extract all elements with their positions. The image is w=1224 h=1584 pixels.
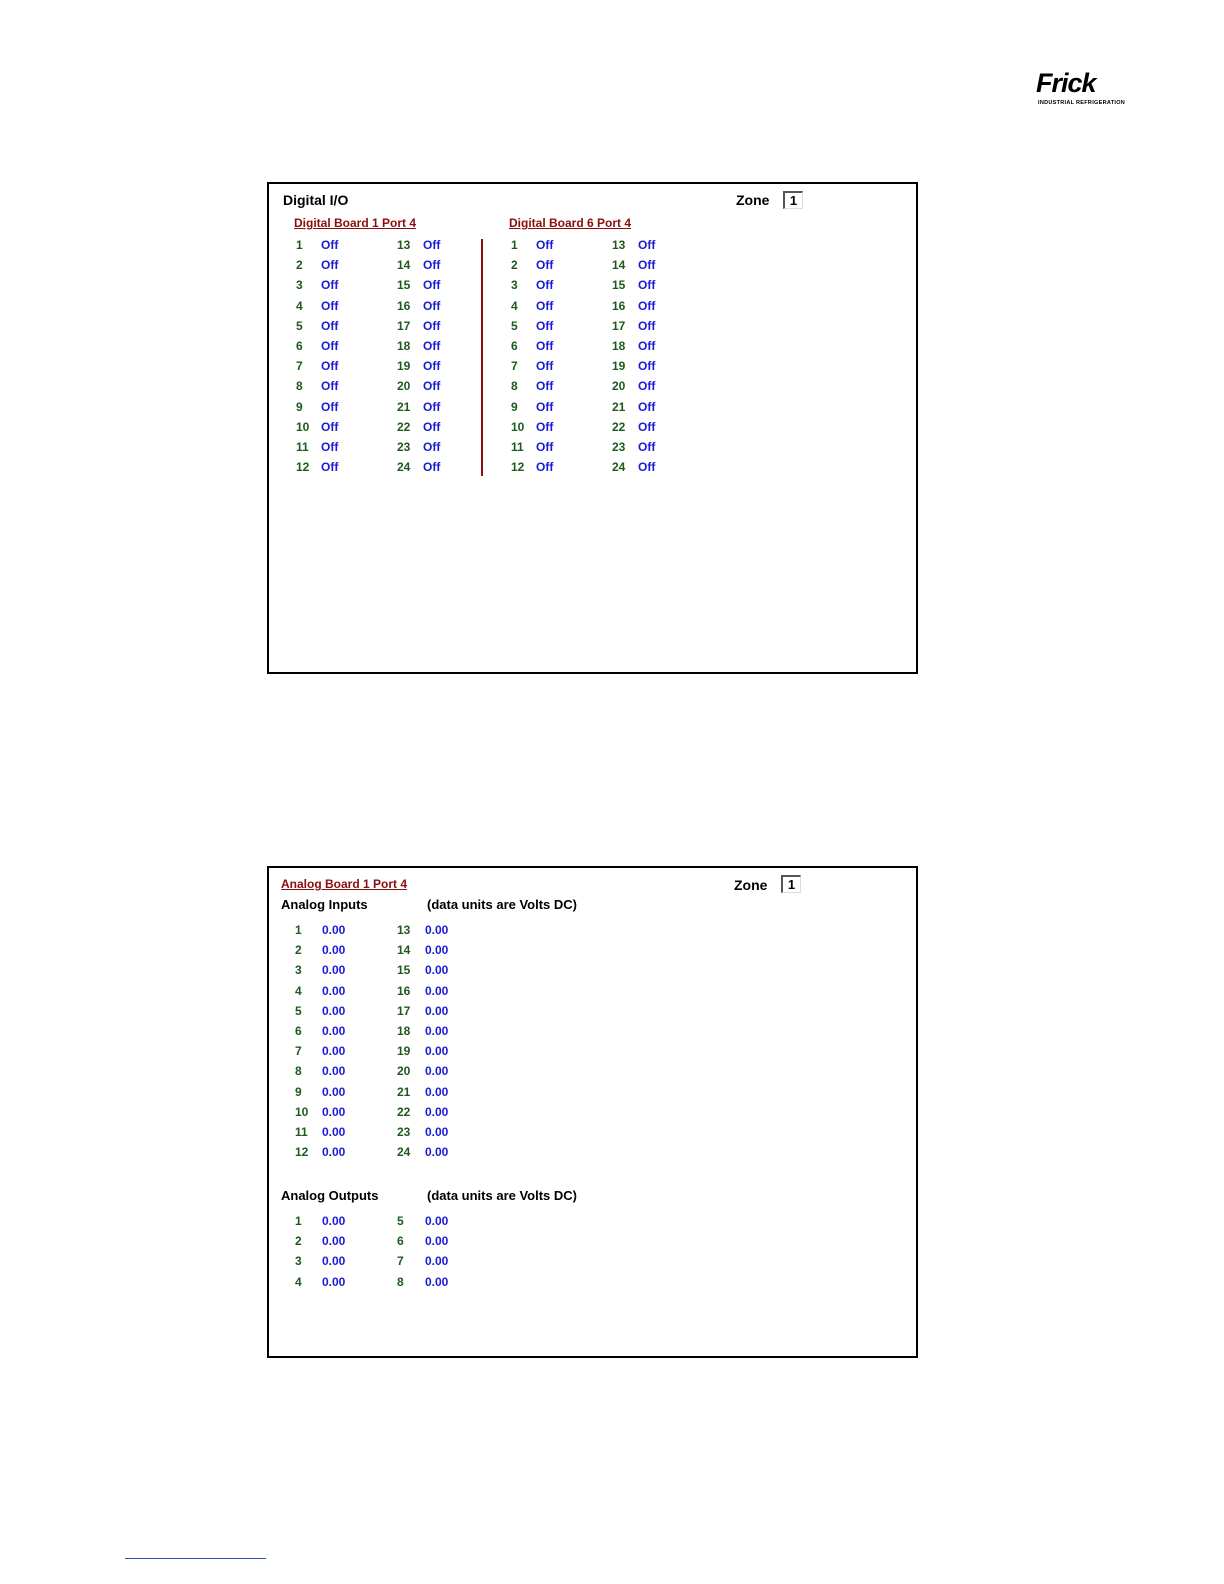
analog-input-value: 0.00	[322, 1125, 346, 1139]
channel-state: Off	[321, 359, 339, 374]
analog-input-value: 0.00	[322, 1104, 346, 1119]
channel-state: Off	[536, 379, 554, 394]
channel-number: 22	[397, 419, 411, 434]
channel-number: 16	[397, 298, 411, 313]
channel-state: Off	[638, 339, 656, 353]
channel-number: 9	[296, 399, 303, 414]
channel-number: 18	[397, 339, 411, 353]
analog-input-number: 1	[295, 923, 302, 937]
analog-input-number: 22	[397, 1104, 411, 1119]
channel-number: 14	[612, 258, 626, 273]
analog-input-value: 0.00	[322, 963, 346, 978]
channel-number: 23	[612, 440, 626, 454]
analog-input-number: 23	[397, 1125, 411, 1139]
channel-state: Off	[536, 278, 554, 293]
analog-output-number: 5	[397, 1214, 404, 1228]
channel-number: 8	[511, 379, 518, 394]
analog-output-number: 4	[295, 1274, 302, 1289]
channel-state: Off	[321, 318, 339, 333]
channel-state: Off	[638, 419, 656, 434]
analog-outputs-title: Analog Outputs	[281, 1188, 379, 1203]
analog-io-panel	[267, 866, 918, 1358]
channel-number: 22	[612, 419, 626, 434]
channel-state: Off	[638, 359, 656, 374]
analog-input-number: 6	[295, 1024, 302, 1038]
channel-state: Off	[423, 379, 441, 394]
analog-input-value: 0.00	[322, 943, 346, 958]
channel-state: Off	[423, 339, 441, 353]
analog-input-number: 13	[397, 923, 411, 937]
channel-number: 3	[296, 278, 303, 293]
analog-input-value: 0.00	[425, 1104, 449, 1119]
channel-state: Off	[321, 278, 339, 293]
analog-input-number: 19	[397, 1044, 411, 1059]
analog-output-number: 6	[397, 1234, 404, 1249]
channel-number: 20	[397, 379, 411, 394]
analog-input-value: 0.00	[322, 923, 346, 937]
channel-state: Off	[423, 399, 441, 414]
analog-input-value: 0.00	[425, 943, 449, 958]
channel-number: 13	[612, 238, 626, 252]
analog-input-value: 0.00	[425, 1145, 449, 1160]
digital-io-panel	[267, 182, 918, 674]
analog-output-number: 2	[295, 1234, 302, 1249]
channel-number: 13	[397, 238, 411, 252]
channel-state: Off	[536, 298, 554, 313]
analog-output-value: 0.00	[322, 1234, 346, 1249]
analog-input-value: 0.00	[425, 1044, 449, 1059]
analog-inputs-title: Analog Inputs	[281, 897, 368, 912]
channel-state: Off	[536, 460, 554, 475]
channel-state: Off	[321, 399, 339, 414]
channel-number: 21	[612, 399, 626, 414]
analog-input-number: 24	[397, 1145, 411, 1160]
analog-input-value: 0.00	[425, 963, 449, 978]
channel-number: 21	[397, 399, 411, 414]
digital-io-title: Digital I/O	[283, 192, 349, 208]
channel-number: 15	[397, 278, 411, 293]
channel-state: Off	[638, 399, 656, 414]
analog-input-value: 0.00	[425, 923, 449, 937]
channel-number: 19	[612, 359, 626, 374]
channel-state: Off	[638, 258, 656, 273]
board-divider	[481, 239, 483, 476]
analog-output-value: 0.00	[322, 1254, 346, 1269]
digital-board-1-link[interactable]: Digital Board 1 Port 4	[294, 216, 417, 230]
analog-input-number: 12	[295, 1145, 309, 1160]
channel-state: Off	[536, 238, 554, 252]
frick-logo	[1036, 68, 1126, 108]
analog-input-number: 18	[397, 1024, 411, 1038]
analog-input-value: 0.00	[425, 1003, 449, 1018]
channel-number: 2	[296, 258, 303, 273]
channel-number: 7	[511, 359, 518, 374]
analog-input-value: 0.00	[322, 1064, 346, 1079]
analog-input-number: 16	[397, 983, 411, 998]
analog-input-value: 0.00	[322, 1044, 346, 1059]
channel-number: 9	[511, 399, 518, 414]
channel-number: 6	[511, 339, 518, 353]
zone-input[interactable]: 1	[781, 875, 801, 893]
channel-number: 16	[612, 298, 626, 313]
analog-input-number: 17	[397, 1003, 411, 1018]
analog-input-value: 0.00	[322, 1084, 346, 1099]
analog-input-value: 0.00	[425, 1064, 449, 1079]
analog-board-link[interactable]: Analog Board 1 Port 4	[281, 877, 408, 891]
channel-state: Off	[536, 399, 554, 414]
channel-number: 23	[397, 440, 411, 454]
analog-input-number: 14	[397, 943, 411, 958]
channel-state: Off	[423, 238, 441, 252]
analog-output-number: 1	[295, 1214, 302, 1228]
channel-state: Off	[423, 440, 441, 454]
analog-output-value: 0.00	[425, 1254, 449, 1269]
channel-state: Off	[536, 359, 554, 374]
channel-state: Off	[423, 359, 441, 374]
channel-number: 12	[511, 460, 525, 475]
analog-output-value: 0.00	[425, 1214, 449, 1228]
analog-outputs-units: (data units are Volts DC)	[427, 1188, 578, 1203]
analog-input-number: 8	[295, 1064, 302, 1079]
analog-output-number: 3	[295, 1254, 302, 1269]
channel-number: 24	[612, 460, 626, 475]
analog-output-value: 0.00	[425, 1234, 449, 1249]
analog-input-value: 0.00	[322, 983, 346, 998]
channel-number: 6	[296, 339, 303, 353]
channel-state: Off	[423, 298, 441, 313]
channel-number: 17	[397, 318, 411, 333]
analog-input-number: 4	[295, 983, 302, 998]
analog-output-number: 8	[397, 1274, 404, 1289]
analog-input-number: 7	[295, 1044, 302, 1059]
channel-state: Off	[638, 278, 656, 293]
channel-state: Off	[638, 318, 656, 333]
channel-state: Off	[321, 460, 339, 475]
channel-number: 2	[511, 258, 518, 273]
analog-input-number: 9	[295, 1084, 302, 1099]
channel-state: Off	[321, 379, 339, 394]
analog-input-value: 0.00	[425, 1084, 449, 1099]
channel-state: Off	[423, 460, 441, 475]
channel-state: Off	[536, 318, 554, 333]
logo-wordmark: Frick	[1036, 68, 1096, 98]
channel-state: Off	[423, 318, 441, 333]
channel-number: 12	[296, 460, 310, 475]
analog-input-number: 15	[397, 963, 411, 978]
channel-number: 20	[612, 379, 626, 394]
zone-label: Zone	[734, 877, 768, 893]
channel-number: 5	[296, 318, 303, 333]
channel-number: 24	[397, 460, 411, 475]
channel-number: 3	[511, 278, 518, 293]
channel-state: Off	[321, 238, 339, 252]
channel-number: 14	[397, 258, 411, 273]
channel-state: Off	[321, 258, 339, 273]
channel-number: 19	[397, 359, 411, 374]
channel-number: 11	[296, 440, 309, 454]
channel-number: 4	[296, 298, 303, 313]
channel-state: Off	[423, 278, 441, 293]
analog-input-value: 0.00	[322, 1024, 346, 1038]
analog-input-value: 0.00	[425, 1125, 449, 1139]
analog-input-value: 0.00	[322, 1145, 346, 1160]
analog-output-number: 7	[397, 1254, 404, 1269]
channel-state: Off	[638, 440, 656, 454]
channel-number: 15	[612, 278, 626, 293]
zone-label: Zone	[736, 192, 770, 208]
zone-input[interactable]: 1	[783, 191, 803, 209]
analog-input-number: 21	[397, 1084, 411, 1099]
analog-output-value: 0.00	[425, 1274, 449, 1289]
channel-number: 1	[296, 238, 303, 252]
analog-output-value: 0.00	[322, 1214, 346, 1228]
channel-state: Off	[536, 440, 554, 454]
channel-state: Off	[423, 258, 441, 273]
channel-number: 5	[511, 318, 518, 333]
channel-state: Off	[638, 379, 656, 394]
channel-number: 17	[612, 318, 626, 333]
channel-state: Off	[536, 339, 554, 353]
channel-number: 4	[511, 298, 518, 313]
digital-board-6-link[interactable]: Digital Board 6 Port 4	[509, 216, 632, 230]
channel-state: Off	[536, 419, 554, 434]
analog-input-value: 0.00	[425, 983, 449, 998]
channel-number: 10	[296, 419, 310, 434]
analog-input-number: 2	[295, 943, 302, 958]
logo-tagline: INDUSTRIAL REFRIGERATION	[1038, 100, 1126, 106]
channel-state: Off	[321, 339, 339, 353]
channel-state: Off	[638, 238, 656, 252]
channel-number: 18	[612, 339, 626, 353]
channel-state: Off	[321, 419, 339, 434]
analog-output-value: 0.00	[322, 1274, 346, 1289]
analog-inputs-units: (data units are Volts DC)	[427, 897, 578, 912]
channel-state: Off	[321, 298, 339, 313]
analog-input-number: 11	[295, 1125, 308, 1139]
channel-number: 1	[511, 238, 518, 252]
channel-state: Off	[321, 440, 339, 454]
channel-number: 10	[511, 419, 525, 434]
analog-input-value: 0.00	[425, 1024, 449, 1038]
channel-number: 11	[511, 440, 524, 454]
analog-input-number: 10	[295, 1104, 309, 1119]
analog-input-number: 3	[295, 963, 302, 978]
analog-input-number: 20	[397, 1064, 411, 1079]
channel-state: Off	[423, 419, 441, 434]
channel-state: Off	[638, 298, 656, 313]
channel-state: Off	[536, 258, 554, 273]
analog-input-value: 0.00	[322, 1003, 346, 1018]
footer-link-underline	[125, 1558, 266, 1559]
channel-number: 8	[296, 379, 303, 394]
analog-input-number: 5	[295, 1003, 302, 1018]
channel-number: 7	[296, 359, 303, 374]
channel-state: Off	[638, 460, 656, 475]
